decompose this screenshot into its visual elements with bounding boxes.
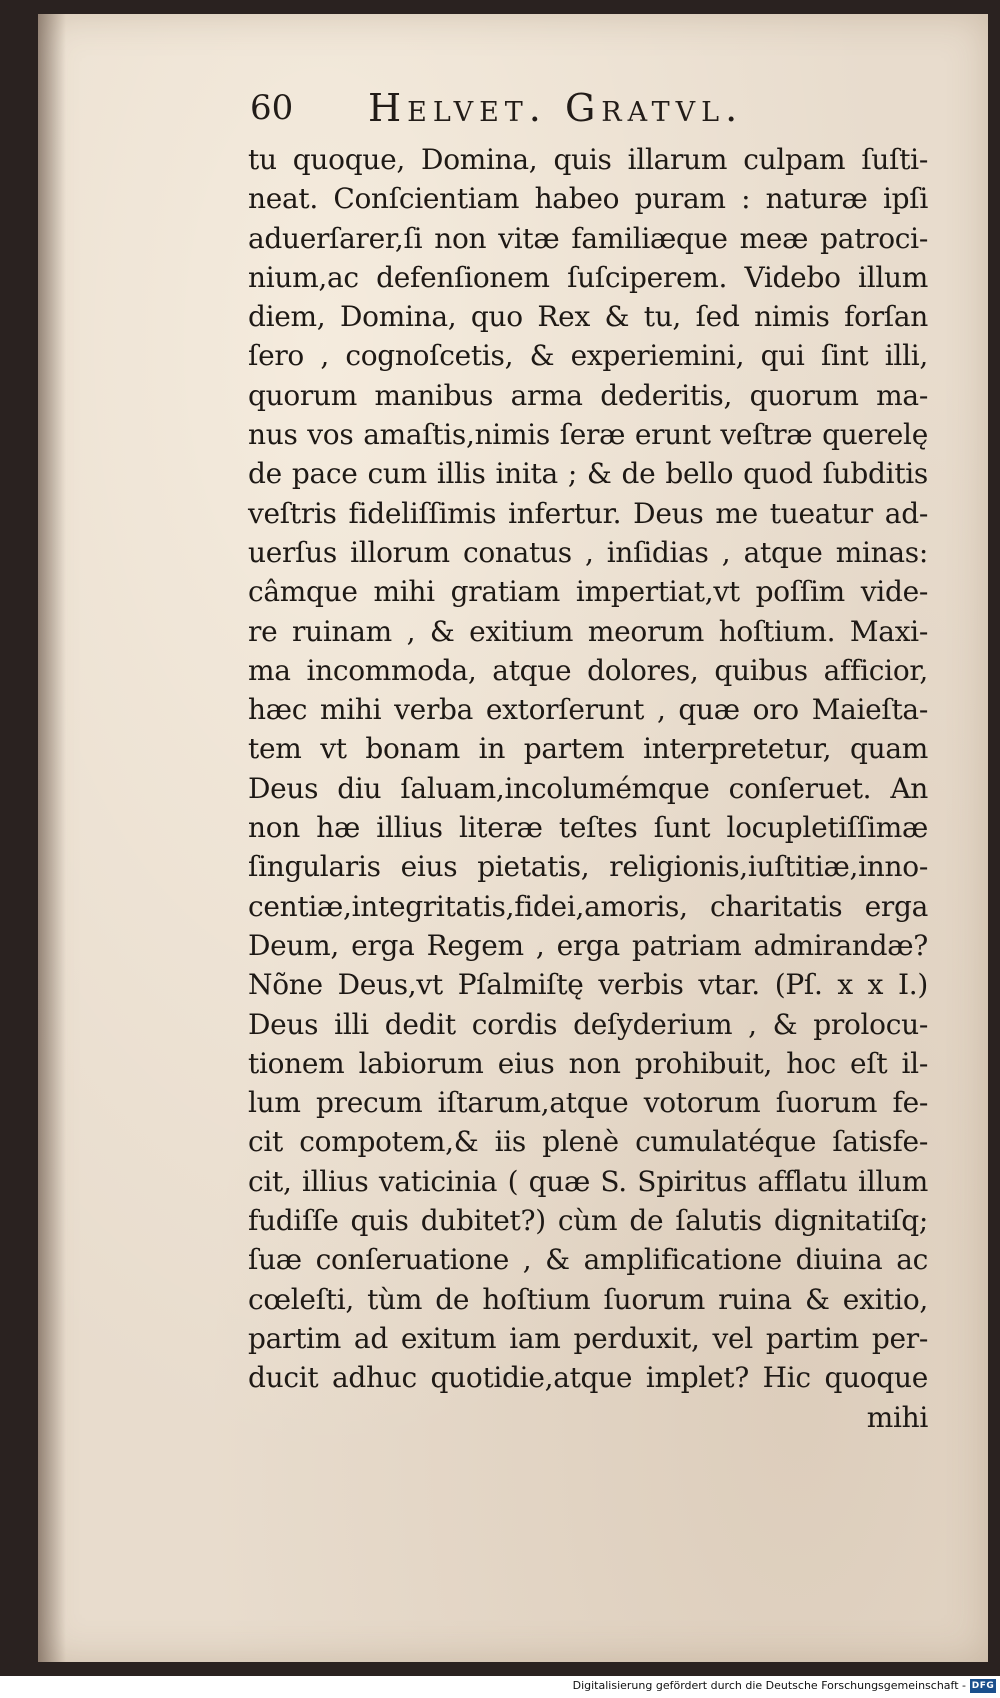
page-number: 60	[250, 88, 294, 128]
text-line: ducit adhuc quotidie,atque implet? Hic quoque	[248, 1361, 928, 1395]
text-line: nus vos amaſtis,nimis ſeræ erunt veſtræ querelę	[248, 418, 928, 452]
text-line: ſero , cognoſcetis, & experiemini, qui ſint illi,	[248, 339, 928, 373]
text-line: non hæ illius literæ teſtes ſunt locupletiſſimæ	[248, 811, 928, 845]
text-line: veſtris fideliſſimis infertur. Deus me tueatur ad-	[248, 496, 928, 530]
text-line: Deus diu ſaluam,incolumémque conſeruet. An	[248, 771, 928, 805]
text-line: de pace cum illis inita ; & de bello quod ſubditis	[248, 457, 928, 491]
text-line: cit compotem,& iis plenè cumulatéque ſatisfe-	[248, 1125, 928, 1159]
text-line: aduerſarer,ſi non vitæ familiæque meæ patroci-	[248, 221, 928, 255]
text-line: partim ad exitum iam perduxit, vel partim per-	[248, 1321, 928, 1355]
body-text	[248, 140, 928, 1437]
running-head: Helvet. Gratvl.	[368, 86, 744, 130]
text-line: cœleſti, tùm de hoſtium ſuorum ruina & exitio,	[248, 1282, 928, 1316]
dfg-logo: DFG	[971, 1681, 995, 1691]
text-line: ſuæ conſeruatione , & amplificatione diuina ac	[248, 1243, 928, 1277]
text-line: Nõne Deus,vt Pſalmiſtę verbis vtar. (Pſ. x x I.)	[248, 968, 928, 1002]
text-line: nium,ac defenſionem ſuſciperem. Videbo illum	[248, 260, 928, 294]
text-line: lum precum iſtarum,atque votorum ſuorum fe-	[248, 1086, 928, 1120]
text-line: fudiſſe quis dubitet?) cùm de ſalutis dignitatiſq;	[248, 1204, 928, 1238]
text-line: ma incommoda, atque dolores, quibus afficior,	[248, 653, 928, 687]
text-line: mihi	[866, 1400, 928, 1434]
text-line: re ruinam , & exitium meorum hoſtium. Maxi-	[248, 614, 928, 648]
text-line: uerſus illorum conatus , inſidias , atque minas:	[248, 535, 928, 569]
text-line: Deum, erga Regem , erga patriam admirandæ?	[248, 928, 928, 962]
text-line: Deus illi dedit cordis deſyderium , & prolocu-	[248, 1007, 928, 1041]
page-gutter-shadow	[38, 14, 66, 1662]
text-line: cit, illius vaticinia ( quæ S. Spiritus afflatu illum	[248, 1164, 928, 1198]
text-line: tu quoque, Domina, quis illarum culpam ſuſti-	[248, 143, 928, 176]
page-header	[250, 82, 950, 138]
text-line: centiæ,integritatis,fidei,amoris, charitatis erga	[248, 889, 928, 923]
text-line: câmque mihi gratiam impertiat,vt poſſim vide-	[248, 575, 928, 609]
text-line: diem, Domina, quo Rex & tu, ſed nimis forſan	[248, 300, 928, 334]
digitization-credit: Digitalisierung gefördert durch die Deutsche Forschungsgemeinschaft -	[572, 1679, 966, 1692]
text-line: quorum manibus arma dederitis, quorum ma-	[248, 378, 928, 412]
text-line: tionem labiorum eius non prohibuit, hoc eſt il-	[248, 1046, 928, 1080]
text-line: neat. Conſcientiam habeo puram : naturæ ipſi	[248, 182, 928, 216]
text-line: ſingularis eius pietatis, religionis,iuſtitiæ,inno-	[248, 850, 928, 884]
footer-bar	[0, 1676, 1000, 1698]
text-line: hæc mihi verba extorſerunt , quæ oro Maieſta-	[248, 693, 928, 727]
text-line: tem vt bonam in partem interpretetur, quam	[248, 732, 928, 766]
